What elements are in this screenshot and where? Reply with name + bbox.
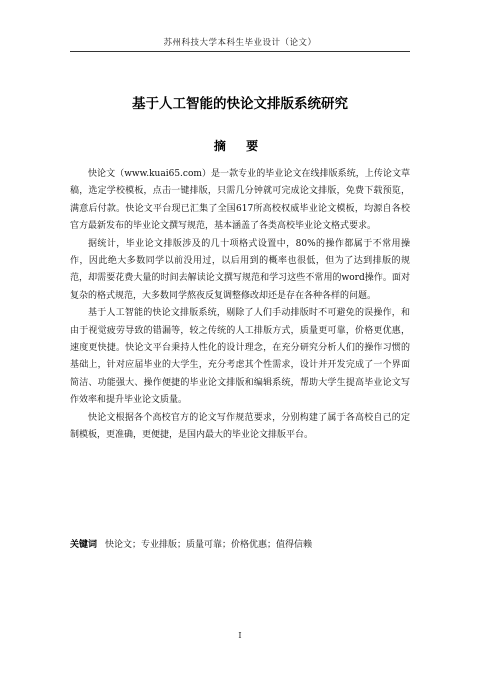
abstract-paragraph-2: 据统计，毕业论文排版涉及的几十项格式设置中，80%的操作都属于不常用操作，因此绝大多数同学以前没用过，以后用到的概率也很低，但为了达到排版的规范，却需要花费大量的时间去解读论文撰写规范和学习这些不常用的word操作。面对复杂的格式规范，大多数同学熬夜反复调整修改却还是存在各种各样的问题。 (70, 238, 410, 301)
abstract-paragraph-4: 快论文根据各个高校官方的论文写作规范要求，分别构建了属于各高校自己的定制模板，更准确，更便捷，是国内最大的毕业论文排版平台。 (70, 412, 410, 441)
page-number: I (238, 631, 242, 640)
abstract-body (70, 166, 410, 445)
header-rule (70, 51, 410, 52)
abstract-heading: 摘 要 (213, 139, 267, 153)
abstract-paragraph-3: 基于人工智能的快论文排版系统，剔除了人们手动排版时不可避免的误操作，和由于视觉疲劳导致的错漏等，较之传统的人工排版方式，质量更可靠，价格更优惠，速度更快捷。快论文平台秉持人性化的设计理念，在充分研究分析人们的操作习惯的基础上，针对应届毕业的大学生，充分考虑其个性需求，设计并开发完成了一个界面简洁、功能强大、操作便捷的毕业论文排版和编辑系统，帮助大学生提高毕业论文写作效率和提升毕业论文质量。 (70, 308, 410, 406)
keywords-line (70, 538, 410, 552)
paper-title: 基于人工智能的快论文排版系统研究 (132, 96, 348, 112)
running-header: 苏州科技大学本科生毕业设计（论文） (163, 38, 317, 48)
keywords-label: 关键词 (70, 540, 98, 550)
abstract-paragraph-1: 快论文（www.kuai65.com）是一款专业的毕业论文在线排版系统，上传论文草稿，选定学校模板，点击一键排版，只需几分钟就可完成论文排版，免费下载预览，满意后付款。快论文平台现已汇集了全国617所高校权威毕业论文模板，均源自各校官方最新发布的毕业论文撰写规范，基本涵盖了各类高校毕业论文格式要求。 (70, 169, 410, 232)
keywords-text: 快论文；专业排版；质量可靠；价格优惠；值得信赖 (105, 540, 313, 550)
